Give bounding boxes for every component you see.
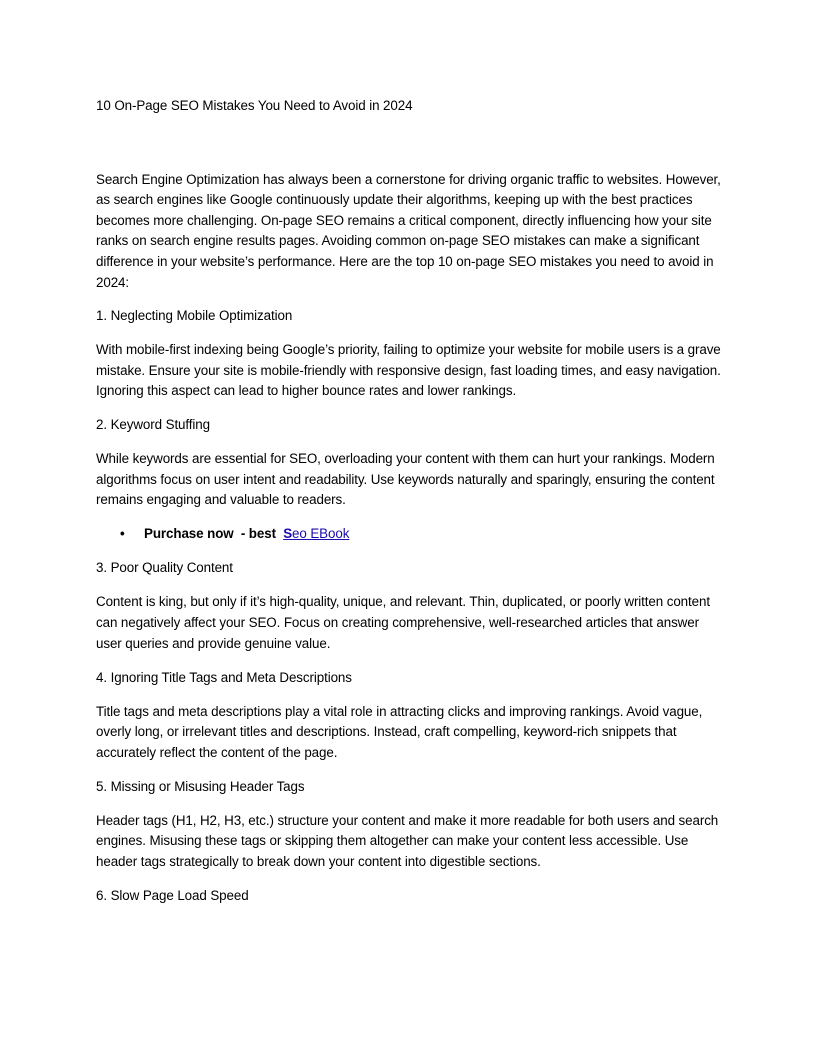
seo-ebook-link[interactable] [283,526,349,541]
section-body-1: With mobile-first indexing being Google’s priority, failing to optimize your website for mobile users is a grave mistake. Ensure your site is mobile-friendly with responsive design, fast loading times, and easy navigation. Ignoring this aspect can lead to higher bounce rates and lower rankings. [96,342,721,399]
section-heading-6: 6. Slow Page Load Speed [96,887,249,903]
section-body-2: While keywords are essential for SEO, overloading your content with them can hurt your rankings. Modern algorithms focus on user intent and readability. Use keywords naturally and sparingly, ensuring the content remains engaging and valuable to readers. [96,451,715,508]
section-heading-1: 1. Neglecting Mobile Optimization [96,308,293,324]
section-heading-5: 5. Missing or Misusing Header Tags [96,778,305,794]
document-page [96,96,722,920]
seo-ebook-link-rest: eo EBook [292,526,350,542]
promo-label: Purchase now - best [144,526,280,542]
intro-paragraph: Search Engine Optimization has always been a cornerstone for driving organic traffic to websites. However, as search engines like Google continuously update their algorithms, keeping up with the best practices becomes more challenging. On-page SEO remains a critical component, directly influencing how your site ranks on search engine results pages. Avoiding common on-page SEO mistakes can make a significant difference in your website’s performance. Here are the top 10 on-page SEO mistakes you need to avoid in 2024: [96,171,721,290]
section-body-3: Content is king, but only if it’s high-quality, unique, and relevant. Thin, duplicated, or poorly written content can negatively affect your SEO. Focus on creating comprehensive, well-researched articles that answer user queries and provide genuine value. [96,594,710,651]
section-heading-2: 2. Keyword Stuffing [96,417,210,433]
section-heading-4: 4. Ignoring Title Tags and Meta Descriptions [96,669,352,685]
section-body-5: Header tags (H1, H2, H3, etc.) structure your content and make it more readable for both users and search engines. Misusing these tags or skipping them altogether can make your content less accessible. Use header tags strategically to break down your content into digestible sections. [96,812,719,869]
page-title: 10 On-Page SEO Mistakes You Need to Avoid in 2024 [96,98,413,113]
promo-list [96,524,722,545]
seo-ebook-link-first: S [283,526,293,542]
promo-item [120,524,722,545]
bullet-icon: • [120,526,125,542]
section-body-4: Title tags and meta descriptions play a vital role in attracting clicks and improving rankings. Avoid vague, overly long, or irrelevant titles and descriptions. Instead, craft compelling, keyword-rich snippets that accurately reflect the content of the page. [96,703,703,760]
section-heading-3: 3. Poor Quality Content [96,560,233,576]
